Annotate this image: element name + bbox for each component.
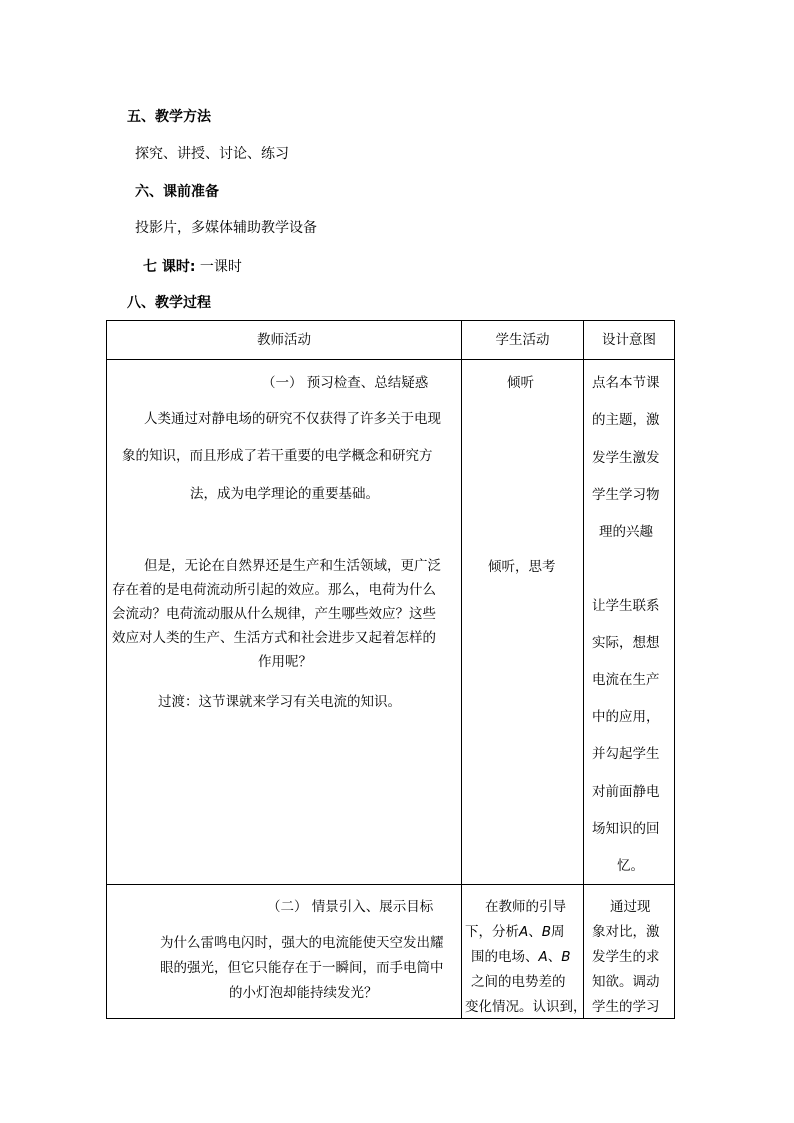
row1-intent-a-line: 的主题，激	[592, 412, 660, 428]
row2-student-line: 变化情况。认识到，	[465, 999, 587, 1015]
row2-student-cell	[462, 885, 587, 1019]
row2-intent-line: 学生的学习	[592, 999, 660, 1015]
row2-heading: （二） 情景引入、展示目标	[267, 899, 434, 915]
row2-student-line	[465, 920, 565, 940]
row2-student-line: 在教师的引导	[485, 899, 566, 915]
row1-intent-b-line: 场知识的回	[592, 821, 660, 837]
row1-intent-b-line: 让学生联系	[592, 598, 660, 614]
table-row	[107, 885, 675, 1019]
header-teacher-activity: 教师活动	[107, 321, 462, 360]
section-7-line	[143, 256, 242, 276]
row2-intent-line: 发学生的求	[592, 949, 660, 965]
row1-p1-line: 象的知识，而且形成了若干重要的电学概念和研究方	[122, 448, 433, 464]
section-7-label: 七 课时:	[143, 259, 196, 275]
row1-intent-b-line: 电流在生产	[592, 672, 660, 688]
row1-intent-b-line: 并勾起学生	[592, 746, 660, 762]
section-5-title: 五、教学方法	[127, 109, 211, 125]
row1-teacher-cell	[107, 360, 462, 885]
row2-student-text: 周	[551, 924, 565, 940]
row1-intent-a-line: 理的兴趣	[599, 524, 653, 540]
row2-p1-line: 眼的强光，但它只能存在于一瞬间，而手电筒中	[160, 960, 444, 976]
table-row	[107, 360, 675, 885]
row1-p2-line: 存在着的是电荷流动所引起的效应。那么，电荷为什么	[112, 582, 436, 598]
section-8-title: 八、教学过程	[127, 295, 211, 311]
row1-intent-a-line: 发学生激发	[592, 450, 660, 466]
row1-intent-cell	[584, 360, 675, 885]
point-a-label: A	[538, 949, 548, 965]
point-b-label: B	[541, 924, 552, 940]
row1-p2-line: 作用呢？	[258, 654, 312, 670]
row1-p3: 过渡：这节课就来学习有关电流的知识。	[158, 694, 401, 710]
header-design-intent: 设计意图	[584, 321, 675, 360]
row1-student-b: 倾听，思考	[488, 559, 556, 575]
row2-student-text: 围的电场、	[471, 949, 539, 965]
row1-intent-a-line: 学生学习物	[592, 487, 660, 503]
row1-student-cell	[462, 360, 584, 885]
row2-intent-line: 知欲。调动	[592, 974, 660, 990]
row1-intent-a-line: 点名本节课	[592, 375, 660, 391]
row1-p2-line: 但是，无论在自然界还是生产和生活领域，更广泛	[144, 558, 441, 574]
row1-p2-line: 会流动？电荷流动服从什么规律，产生哪些效应？这些	[112, 606, 436, 622]
row1-p1-line: 人类通过对静电场的研究不仅获得了许多关于电现	[144, 411, 441, 427]
section-6-title: 六、课前准备	[135, 184, 219, 200]
row1-p2-line: 效应对人类的生产、生活方式和社会进步又起着怎样的	[112, 630, 436, 646]
row2-student-text: 下，分析	[465, 924, 519, 940]
row2-p1-line: 的小灯泡却能持续发光？	[229, 985, 378, 1001]
point-a-label: A	[519, 924, 529, 940]
row1-p1-line: 法，成为电学理论的重要基础。	[190, 486, 379, 502]
row1-intent-b-line: 忆。	[617, 858, 644, 874]
row2-student-text: 、	[528, 924, 542, 940]
header-student-activity: 学生活动	[462, 321, 584, 360]
row2-student-text: 、	[547, 949, 562, 965]
row2-student-line: 之间的电势差的	[471, 974, 566, 990]
teaching-process-table	[106, 320, 675, 1019]
point-b-label: B	[561, 949, 571, 965]
row2-teacher-cell	[107, 885, 462, 1019]
row2-intent-line: 通过现	[610, 899, 651, 915]
section-7-value: 一课时	[195, 259, 242, 275]
row2-p1-line: 为什么雷鸣电闪时，强大的电流能使天空发出耀	[160, 935, 444, 951]
row1-intent-b-line: 实际，想想	[592, 635, 660, 651]
row2-intent-line: 象对比，激	[592, 924, 660, 940]
row2-student-line	[471, 945, 571, 965]
row2-intent-cell	[584, 885, 675, 1019]
table-header-row	[107, 321, 675, 360]
row1-heading: （一） 预习检查、总结疑惑	[262, 375, 429, 391]
row1-student-a: 倾听	[507, 375, 534, 391]
row1-intent-b-line: 中的应用，	[592, 709, 660, 725]
section-6-body: 投影片，多媒体辅助教学设备	[135, 220, 317, 236]
row1-intent-b-line: 对前面静电	[592, 784, 660, 800]
section-5-body: 探究、讲授、讨论、练习	[135, 146, 289, 162]
